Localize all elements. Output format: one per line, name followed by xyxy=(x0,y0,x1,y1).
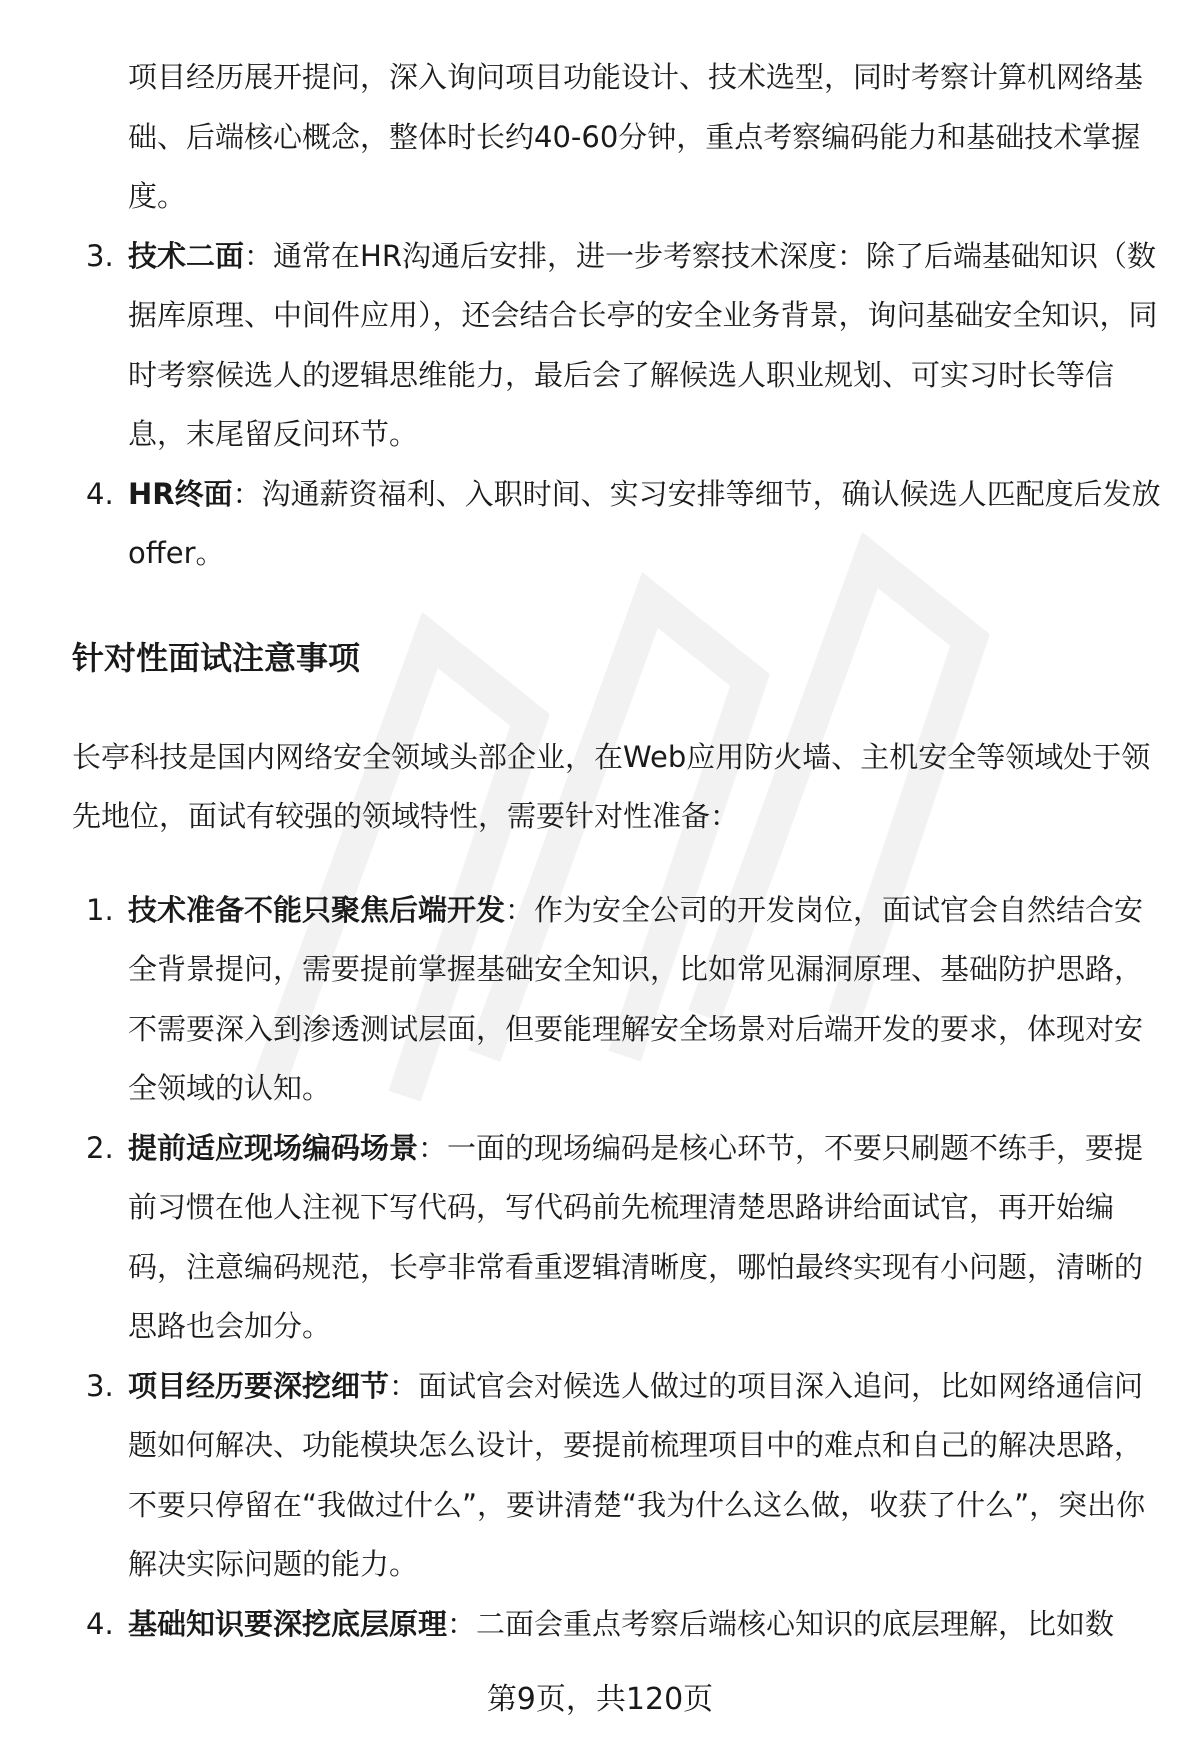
list-item-separator: ： xyxy=(447,1606,477,1641)
list-number: 3. xyxy=(86,1368,114,1403)
list-number: 1. xyxy=(86,892,114,927)
list-item-separator: ： xyxy=(505,892,535,927)
list-item xyxy=(72,1595,1162,1655)
list-item-text: 沟通薪资福利、入职时间、实习安排等细节，确认候选人匹配度后发放offer。 xyxy=(128,476,1161,570)
list-item-separator: ： xyxy=(232,476,262,511)
list-number: 2. xyxy=(86,1130,114,1165)
list-number: 4. xyxy=(86,476,114,511)
list-item-separator: ： xyxy=(244,238,274,273)
interview-process-list xyxy=(72,48,1162,584)
list-item-title: 提前适应现场编码场景 xyxy=(128,1130,419,1165)
page-content xyxy=(72,48,1162,1654)
section-intro: 长亭科技是国内网络安全领域头部企业，在Web应用防火墙、主机安全等领域处于领先地位，面试有较强的领域特性，需要针对性准备： xyxy=(72,739,1151,833)
list-item xyxy=(72,881,1162,1119)
list-item xyxy=(72,48,1162,227)
section-heading: 针对性面试注意事项 xyxy=(72,638,361,677)
list-item xyxy=(72,227,1162,465)
list-item-title: 项目经历要深挖细节 xyxy=(128,1368,390,1403)
list-item-text: 作为安全公司的开发岗位，面试官会自然结合安全背景提问，需要提前掌握基础安全知识，比如常见漏洞原理、基础防护思路，不需要深入到渗透测试层面，但要能理解安全场景对后端开发的要求，体现对安全领域的认知。 xyxy=(128,892,1144,1105)
list-item-text: 面试官会对候选人做过的项目深入追问，比如网络通信问题如何解决、功能模块怎么设计，要提前梳理项目中的难点和自己的解决思路，不要只停留在“我做过什么”，要讲清楚“我为什么这么做，收获了什么”，突出你解决实际问题的能力。 xyxy=(128,1368,1146,1581)
list-item-title: HR终面 xyxy=(128,476,233,511)
list-item-text: 通常在HR沟通后安排，进一步考察技术深度：除了后端基础知识（数据库原理、中间件应用），还会结合长亭的安全业务背景，询问基础安全知识，同时考察候选人的逻辑思维能力，最后会了解候选人职业规划、可实习时长等信息，末尾留反问环节。 xyxy=(128,238,1158,451)
list-item-text: 一面的现场编码是核心环节，不要只刷题不练手，要提前习惯在他人注视下写代码，写代码前先梳理清楚思路讲给面试官，再开始编码，注意编码规范，长亭非常看重逻辑清晰度，哪怕最终实现有小问题，清晰的思路也会加分。 xyxy=(128,1130,1144,1343)
list-item-separator: ： xyxy=(418,1130,448,1165)
list-item-title: 技术准备不能只聚焦后端开发 xyxy=(128,892,506,927)
list-item-text: 项目经历展开提问，深入询问项目功能设计、技术选型，同时考察计算机网络基础、后端核心概念，整体时长约40-60分钟，重点考察编码能力和基础技术掌握度。 xyxy=(128,60,1144,213)
list-item xyxy=(72,465,1162,584)
list-number: 4. xyxy=(86,1606,114,1641)
list-item-title: 基础知识要深挖底层原理 xyxy=(128,1606,448,1641)
list-item-title: 技术二面 xyxy=(128,238,245,273)
list-number: 3. xyxy=(86,238,114,273)
list-item xyxy=(72,1357,1162,1595)
list-item-text: 二面会重点考察后端核心知识的底层理解，比如数 xyxy=(476,1606,1115,1641)
list-item xyxy=(72,1119,1162,1357)
interview-tips-list xyxy=(72,881,1162,1655)
page-footer: 第9页，共120页 xyxy=(486,1682,714,1717)
list-item-separator: ： xyxy=(389,1368,419,1403)
